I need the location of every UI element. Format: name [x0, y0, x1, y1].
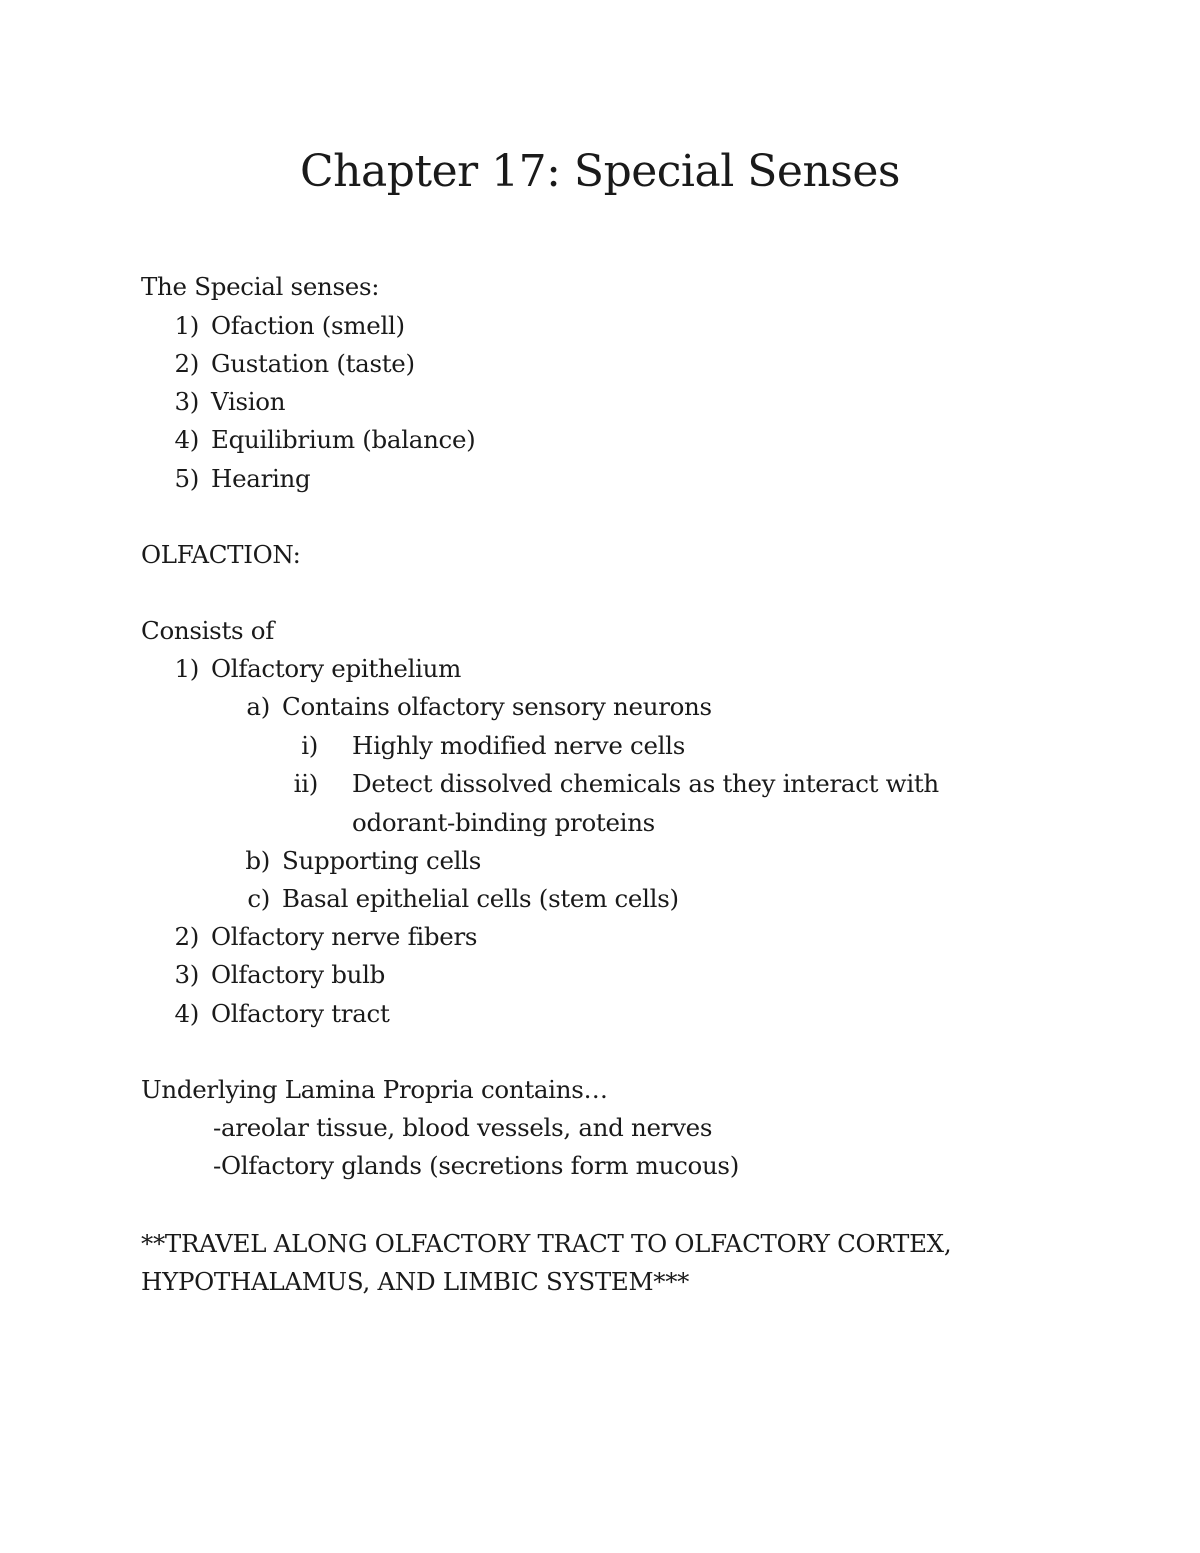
- list-text: Olfactory nerve fibers: [211, 922, 478, 951]
- list-text: Olfactory bulb: [211, 960, 386, 989]
- list-number: 2): [174, 922, 199, 951]
- list-number: 2): [174, 349, 199, 378]
- list-text-continuation: odorant-binding proteins: [352, 808, 655, 837]
- list-letter: c): [247, 884, 270, 913]
- list-text: Equilibrium (balance): [211, 425, 476, 454]
- list-roman: i): [301, 731, 318, 760]
- lamina-line: -areolar tissue, blood vessels, and nerves: [213, 1113, 713, 1142]
- list-text: Supporting cells: [282, 846, 481, 875]
- list-number: 1): [174, 654, 199, 683]
- list-text: Ofaction (smell): [211, 311, 405, 340]
- list-number: 3): [174, 960, 199, 989]
- lamina-heading: Underlying Lamina Propria contains…: [141, 1075, 608, 1104]
- list-text: Gustation (taste): [211, 349, 415, 378]
- page-title: Chapter 17: Special Senses: [299, 146, 900, 197]
- list-text: Highly modified nerve cells: [352, 731, 685, 760]
- emphasis-note-continuation: HYPOTHALAMUS, AND LIMBIC SYSTEM***: [141, 1267, 690, 1296]
- list-text: Detect dissolved chemicals as they interact with: [352, 769, 939, 798]
- emphasis-note: **TRAVEL ALONG OLFACTORY TRACT TO OLFACTORY CORTEX,: [141, 1229, 952, 1258]
- list-text: Olfactory epithelium: [211, 654, 462, 683]
- list-text: Basal epithelial cells (stem cells): [282, 884, 679, 913]
- list-roman: ii): [293, 769, 318, 798]
- list-text: Olfactory tract: [211, 999, 390, 1028]
- list-number: 1): [174, 311, 199, 340]
- list-text: Hearing: [211, 464, 311, 493]
- lamina-line: -Olfactory glands (secretions form mucous): [213, 1151, 739, 1180]
- list-number: 4): [174, 999, 199, 1028]
- list-number: 3): [174, 387, 199, 416]
- consists-of-heading: Consists of: [141, 616, 274, 645]
- list-letter: a): [246, 692, 270, 721]
- list-letter: b): [245, 846, 270, 875]
- olfaction-heading: OLFACTION:: [141, 540, 301, 569]
- list-number: 5): [174, 464, 199, 493]
- special-senses-heading: The Special senses:: [141, 272, 380, 301]
- list-number: 4): [174, 425, 199, 454]
- list-text: Vision: [211, 387, 286, 416]
- list-text: Contains olfactory sensory neurons: [282, 692, 712, 721]
